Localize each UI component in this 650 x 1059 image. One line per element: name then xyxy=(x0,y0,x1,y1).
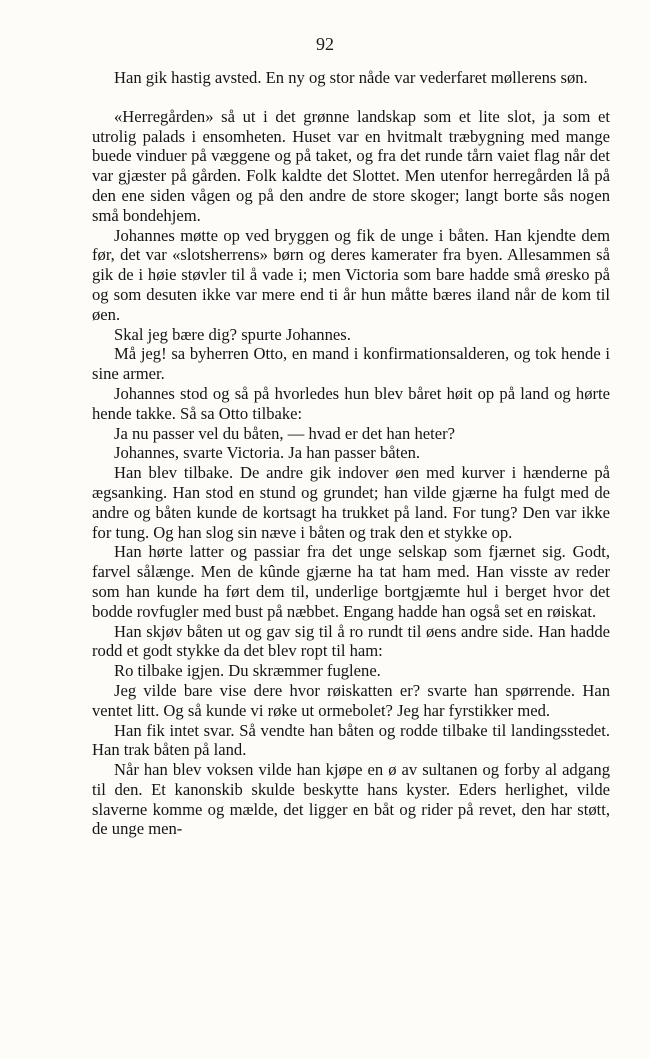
paragraph: Johannes stod og så på hvorledes hun blev båret høit op på land og hørte hende takke. Så sa Otto tilbake: xyxy=(92,383,610,423)
paragraph: Han blev tilbake. De andre gik indover øen med kurver i hænderne på ægsanking. Han stod en stund og grundet; han vilde gjærne ha fulgt med de andre og båten kunde de kortsagt ha trukket på land. For tung? Den var ikke for tung. Og han slog sin næve i båten og trak den et stykke op. xyxy=(92,463,610,542)
paragraph: Jeg vilde bare vise dere hvor røiskatten er? svarte han spørrende. Han ventet litt. Og så kunde vi røke ut ormebolet? Jeg har fyrstikker med. xyxy=(92,680,610,720)
page-number: 92 xyxy=(316,34,334,54)
paragraph: Han skjøv båten ut og gav sig til å ro rundt til øens andre side. Han hadde rodd et godt stykke da det blev ropt til ham: xyxy=(92,621,610,661)
paragraph: Johannes møtte op ved bryggen og fik de unge i båten. Han kjendte dem før, det var «slotsherrens» børn og deres kamerater fra byen. Allesammen så gik de i høie støvler til å vade i; men Victoria som bare hadde små øresko på og som desuten ikke var mere end ti år hun måtte bæres iland når de kom til øen. xyxy=(92,225,610,324)
paragraph: Han fik intet svar. Så vendte han båten og rodde tilbake til landingsstedet. Han trak båten på land. xyxy=(92,720,610,760)
paragraph: Ja nu passer vel du båten, — hvad er det han heter? xyxy=(114,423,455,443)
paragraph: Må jeg! sa byherren Otto, en mand i konfirmationsalderen, og tok hende i sine armer. xyxy=(92,344,610,384)
paragraph: Når han blev voksen vilde han kjøpe en ø av sultanen og forby al adgang til den. Et kanonskib skulde beskytte hans kyster. Eders herlighet, vilde slaverne komme og mælde, det ligger en båt og rider på revet, den har støtt, de unge men- xyxy=(92,760,610,839)
paragraph: Johannes, svarte Victoria. Ja han passer båten. xyxy=(114,443,421,463)
paragraph: Han gik hastig avsted. En ny og stor nåde var vederfaret møllerens søn. xyxy=(114,68,588,87)
paragraph: Han hørte latter og passiar fra det unge selskap som fjærnet sig. Godt, farvel sålænge. Men de kûnde gjærne ha tat ham med. Han visste av reder som han kunde ha ført dem til, underlige bortgjæmte hul i berget hvor det bodde rovfugler med bust på næbbet. Engang hadde han også set en røiskat. xyxy=(92,542,610,621)
body-text xyxy=(92,68,610,839)
paragraph: Ro tilbake igjen. Du skræmmer fuglene. xyxy=(114,661,381,681)
paragraph: «Herregården» så ut i det grønne landskap som et lite slot, ja som et utrolig palads i ensomheten. Huset var en hvitmalt træbygning med mange buede vinduer på væggene og på taket, og fra det runde tårn vaiet flag når det var gjæster på gården. Folk kaldte det Slottet. Men utenfor herregården lå på den ene siden vågen og på den andre de store skoger; langt borte sås nogen små bondehjem. xyxy=(92,106,610,225)
paragraph: Skal jeg bære dig? spurte Johannes. xyxy=(114,324,351,344)
